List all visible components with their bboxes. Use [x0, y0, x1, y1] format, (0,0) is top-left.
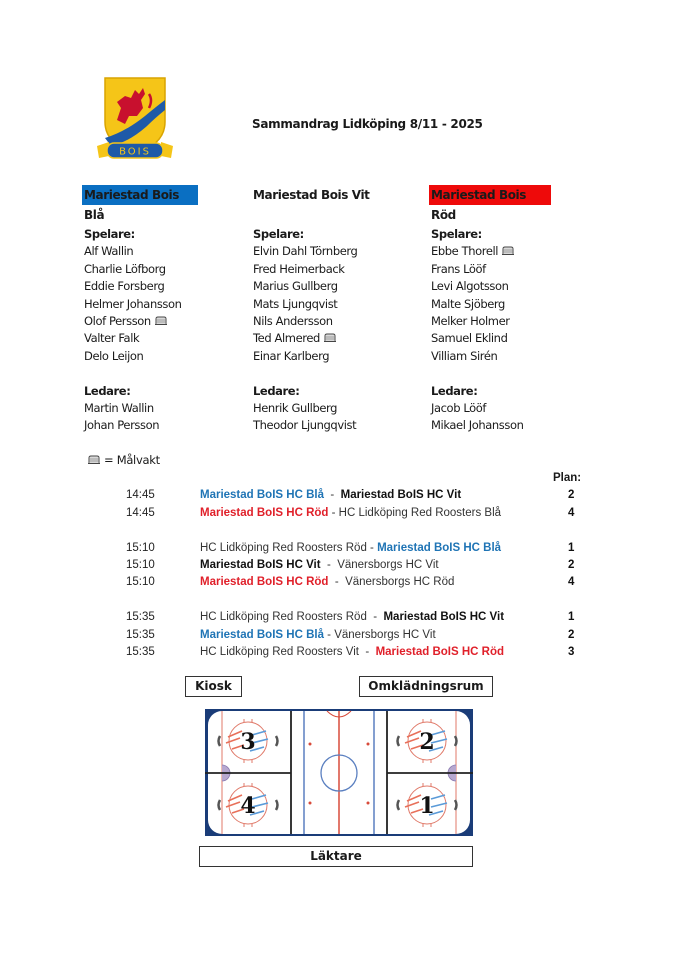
game-match	[200, 487, 461, 504]
home-team: Mariestad BoIS HC Vit	[200, 559, 321, 571]
game-time: 15:35	[126, 629, 155, 641]
player-row	[253, 261, 357, 278]
game-row	[126, 609, 586, 626]
match-separator: -	[328, 576, 346, 588]
player-name: Marius Gullberg	[253, 279, 338, 294]
away-team: Vänersborgs HC Vit	[334, 629, 436, 641]
player-row	[431, 243, 524, 260]
game-match	[200, 627, 436, 644]
game-plan: 4	[568, 507, 575, 519]
player-name: Nils Andersson	[253, 313, 333, 328]
legend-text: = Målvakt	[104, 453, 160, 467]
goal-net-icon	[502, 246, 514, 255]
team-column-bla	[84, 226, 182, 435]
player-row	[431, 348, 524, 365]
game-plan: 2	[568, 489, 575, 501]
player-row	[253, 278, 357, 295]
goalie-legend	[86, 453, 160, 467]
rink-number: 3	[240, 729, 256, 755]
leader-name: Henrik Gullberg	[253, 400, 338, 415]
player-name: Valter Falk	[84, 331, 140, 346]
player-name: Samuel Eklind	[431, 331, 508, 346]
players-label: Spelare:	[253, 227, 304, 241]
player-name: Melker Holmer	[431, 313, 510, 328]
home-team: Mariestad BoIS HC Blå	[200, 629, 324, 641]
stands-label: Läktare	[199, 846, 473, 867]
player-row	[253, 243, 357, 260]
player-name: Ted Almered	[253, 331, 320, 346]
match-separator: -	[320, 559, 338, 571]
player-name: Delo Leijon	[84, 348, 144, 363]
team-header-bla: Mariestad Bois Blå	[82, 185, 198, 205]
leader-name: Jacob Lööf	[431, 400, 487, 415]
leader-name: Mikael Johansson	[431, 418, 524, 433]
player-name: Ebbe Thorell	[431, 244, 499, 259]
game-time: 15:10	[126, 559, 155, 571]
game-match	[200, 540, 501, 557]
players-label: Spelare:	[431, 227, 482, 241]
player-row	[253, 313, 357, 330]
home-team: HC Lidköping Red Roosters Vit	[200, 646, 359, 658]
player-row	[84, 313, 182, 330]
game-plan: 3	[568, 646, 575, 658]
home-team: Mariestad BoIS HC Röd	[200, 576, 329, 588]
player-row	[431, 313, 524, 330]
player-row	[431, 261, 524, 278]
player-name: Mats Ljungqvist	[253, 296, 338, 311]
team-column-rod	[431, 226, 524, 435]
game-time: 15:10	[126, 576, 155, 588]
rink-number: 2	[419, 729, 435, 755]
match-separator: -	[323, 629, 335, 641]
game-time: 14:45	[126, 489, 155, 501]
match-separator: -	[328, 507, 339, 519]
game-match	[200, 644, 504, 661]
player-name: Olof Persson	[84, 313, 151, 328]
game-row	[126, 627, 586, 644]
away-team: Vänersborgs HC Röd	[345, 576, 455, 588]
game-match	[200, 557, 439, 574]
locker-room-label: Omklädningsrum	[359, 676, 493, 697]
game-time: 14:45	[126, 507, 155, 519]
game-match	[200, 609, 504, 626]
player-row	[431, 278, 524, 295]
away-team: Mariestad BoIS HC Röd	[375, 646, 505, 658]
away-team: HC Lidköping Red Roosters Blå	[338, 507, 502, 519]
rink-number: 4	[240, 793, 256, 819]
game-plan: 1	[568, 542, 575, 554]
match-separator: -	[323, 489, 341, 501]
away-team: Mariestad BoIS HC Vit	[340, 489, 462, 501]
game-time: 15:35	[126, 611, 155, 623]
home-team: HC Lidköping Red Roosters Röd	[200, 611, 367, 623]
goal-net-icon	[324, 333, 336, 342]
leaders-label: Ledare:	[253, 383, 300, 398]
game-time: 15:10	[126, 542, 155, 554]
away-team: Mariestad BoIS HC Blå	[377, 542, 502, 554]
player-name: Einar Karlberg	[253, 348, 330, 363]
player-name: Charlie Löfborg	[84, 261, 166, 276]
game-row	[126, 644, 586, 661]
team-column-vit	[253, 226, 357, 435]
logo-text: BOIS	[119, 146, 151, 158]
game-match	[200, 574, 454, 591]
player-row	[431, 296, 524, 313]
bois-club-logo	[95, 72, 175, 164]
player-row	[84, 330, 182, 347]
match-separator: -	[358, 646, 376, 658]
game-row	[126, 505, 586, 522]
goal-net-icon	[155, 316, 167, 325]
team-header-vit: Mariestad Bois Vit	[253, 188, 370, 202]
player-row	[253, 296, 357, 313]
kiosk-label: Kiosk	[185, 676, 242, 697]
player-row	[84, 243, 182, 260]
team-header-rod: Mariestad Bois Röd	[429, 185, 551, 205]
player-name: Alf Wallin	[84, 244, 134, 259]
players-label: Spelare:	[84, 227, 135, 241]
player-name: Malte Sjöberg	[431, 296, 505, 311]
game-plan: 2	[568, 559, 575, 571]
game-row	[126, 557, 586, 574]
player-name: Eddie Forsberg	[84, 279, 165, 294]
goal-net-icon	[88, 455, 100, 464]
player-name: Elvin Dahl Törnberg	[253, 244, 358, 259]
away-team: Mariestad BoIS HC Vit	[383, 611, 505, 623]
home-team: Mariestad BoIS HC Blå	[200, 489, 324, 501]
player-row	[84, 278, 182, 295]
leader-name: Johan Persson	[84, 418, 160, 433]
home-team: HC Lidköping Red Roosters Röd	[200, 542, 367, 554]
player-name: Fred Heimerback	[253, 261, 345, 276]
player-row	[253, 348, 357, 365]
leaders-label: Ledare:	[84, 383, 131, 398]
game-row	[126, 540, 586, 557]
game-row	[126, 574, 586, 591]
game-time: 15:35	[126, 646, 155, 658]
match-separator: -	[366, 542, 378, 554]
player-row	[84, 261, 182, 278]
plan-header: Plan:	[553, 472, 582, 484]
player-name: Frans Lööf	[431, 261, 486, 276]
player-row	[84, 296, 182, 313]
match-separator: -	[366, 611, 384, 623]
player-row	[84, 348, 182, 365]
rink-map	[205, 709, 473, 836]
player-row	[253, 330, 357, 347]
game-plan: 1	[568, 611, 575, 623]
game-row	[126, 487, 586, 504]
game-plan: 2	[568, 629, 575, 641]
game-match	[200, 505, 501, 522]
player-name: Helmer Johansson	[84, 296, 182, 311]
home-team: Mariestad BoIS HC Röd	[200, 507, 329, 519]
rink-number: 1	[419, 793, 435, 819]
leader-name: Martin Wallin	[84, 400, 154, 415]
player-name: Villiam Sirén	[431, 348, 498, 363]
player-name: Levi Algotsson	[431, 279, 509, 294]
leader-name: Theodor Ljungqvist	[253, 418, 357, 433]
away-team: Vänersborgs HC Vit	[337, 559, 439, 571]
game-plan: 4	[568, 576, 575, 588]
player-row	[431, 330, 524, 347]
page-title: Sammandrag Lidköping 8/11 - 2025	[252, 117, 483, 131]
leaders-label: Ledare:	[431, 383, 478, 398]
